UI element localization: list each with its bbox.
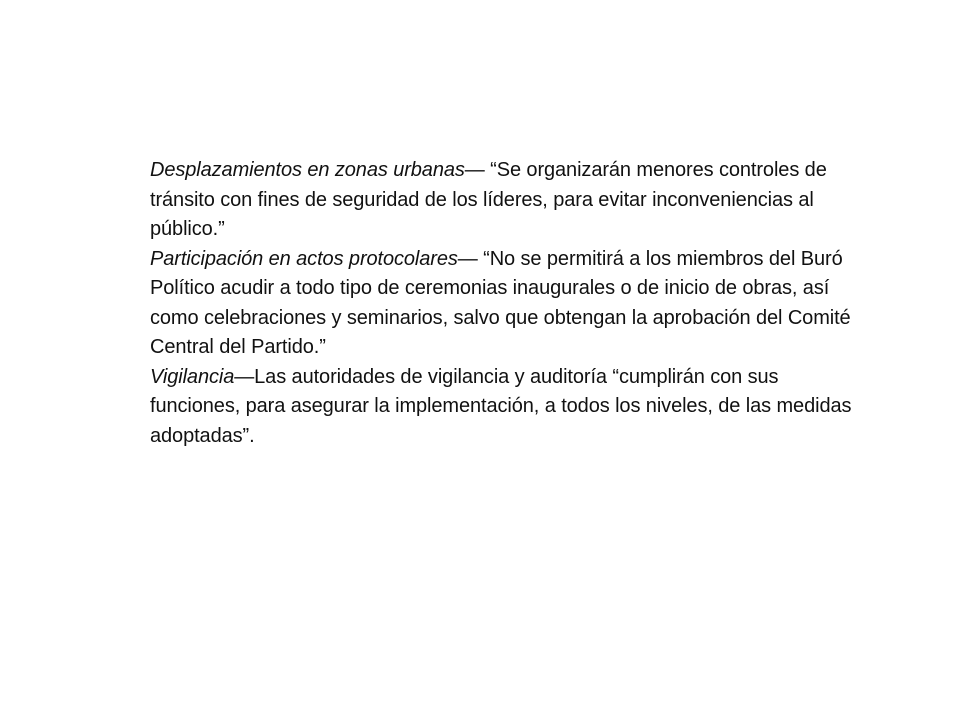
- paragraph-text: —Las autoridades de vigilancia y auditoría “cumplirán con sus funciones, para asegurar la implementación, a todos los niveles, de las medidas adoptadas”.: [150, 365, 852, 447]
- paragraph-title: Desplazamientos en zonas urbanas: [150, 159, 465, 181]
- paragraph-title: Participación en actos protocolares: [150, 247, 458, 270]
- paragraph-title: Vigilancia: [150, 365, 235, 388]
- paragraph-participacion: [150, 245, 870, 363]
- paragraph-desplazamientos: [150, 156, 870, 245]
- paragraph-text: — “No se permitirá a los miembros del Buró Político acudir a todo tipo de ceremonias inaugurales o de inicio de obras, así como celebraciones y seminarios, salvo que obtengan la aprobación del Comité Central del Partido.”: [150, 247, 851, 358]
- paragraph-text: — “Se organizarán menores controles de tránsito con fines de seguridad de los líderes, para evitar inconveniencias al público.”: [150, 159, 827, 240]
- text-block: [150, 156, 870, 451]
- paragraph-vigilancia: [150, 363, 870, 452]
